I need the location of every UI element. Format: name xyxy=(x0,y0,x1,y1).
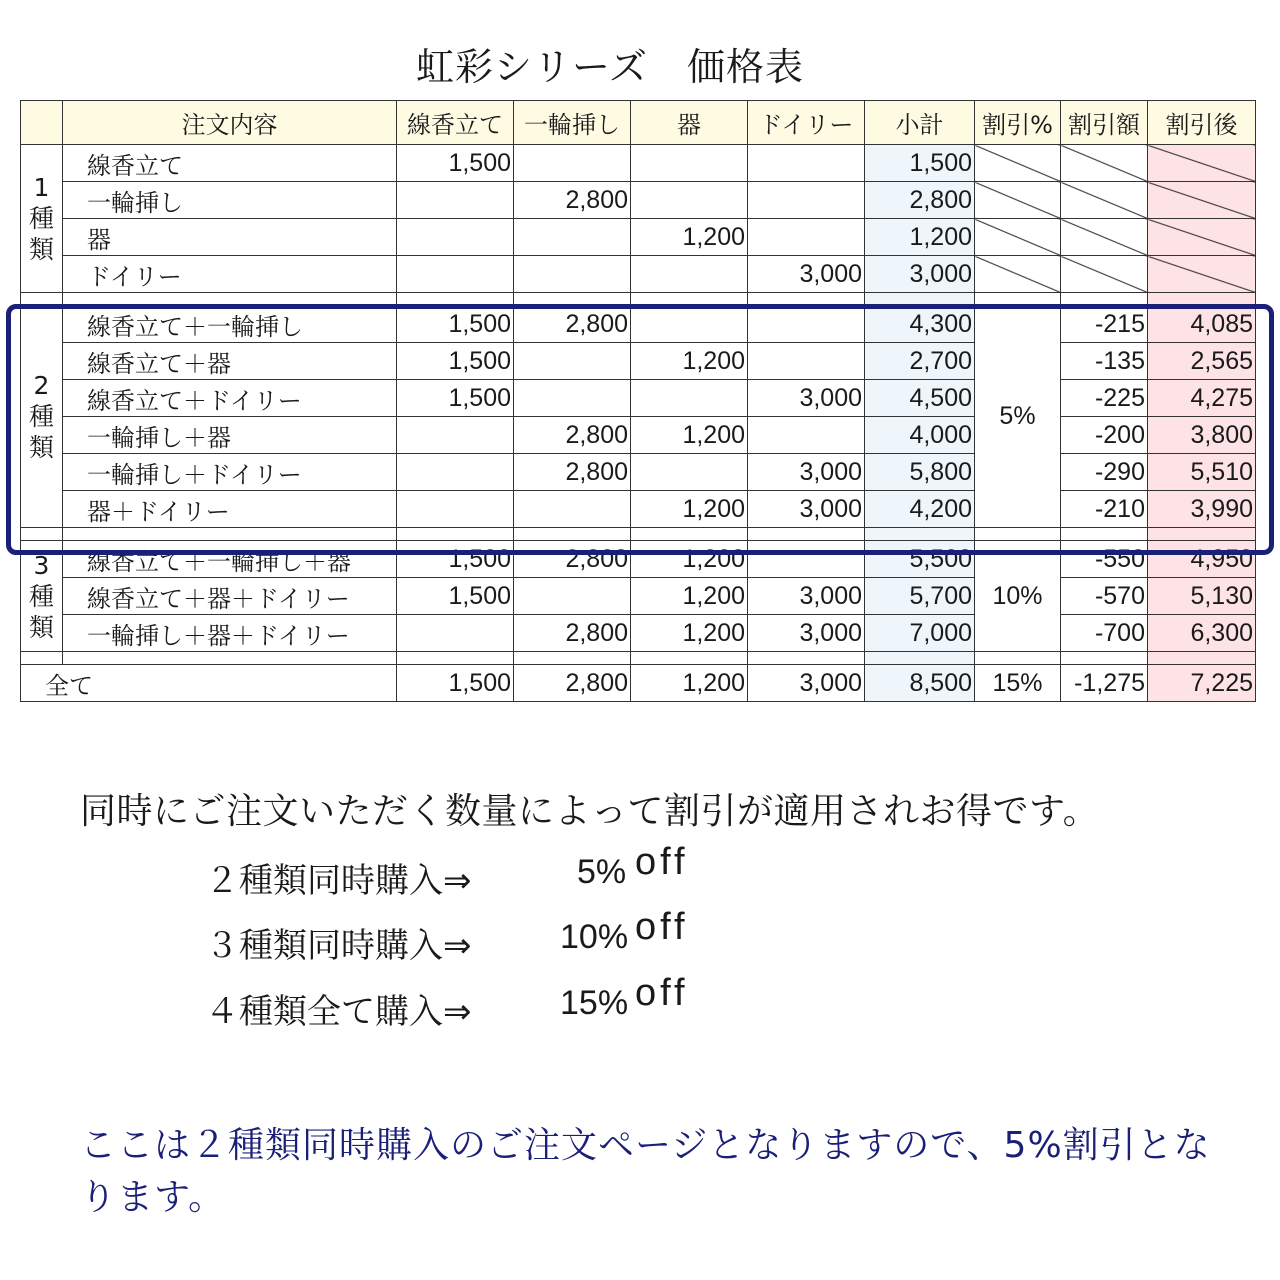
price-cell: 1,200 xyxy=(631,541,748,578)
discounted-price-cell: 4,950 xyxy=(1148,541,1256,578)
group-label-1 xyxy=(21,145,63,293)
subtotal-cell: 2,800 xyxy=(865,182,975,219)
header-row xyxy=(21,101,1256,145)
price-cell xyxy=(631,145,748,182)
group-label-2 xyxy=(21,306,63,528)
price-cell: 1,200 xyxy=(631,615,748,652)
discount-amount-cell: -290 xyxy=(1061,454,1148,491)
item-name: 一輪挿し xyxy=(63,182,397,219)
subtotal-cell: 5,500 xyxy=(865,541,975,578)
spacer-row xyxy=(21,528,1256,541)
price-cell xyxy=(631,182,748,219)
na-cell xyxy=(1061,256,1148,293)
header-discount-rate: 割引% xyxy=(975,101,1061,145)
price-cell xyxy=(748,417,865,454)
discount-rate-2: 5% xyxy=(975,306,1061,528)
item-name: ドイリー xyxy=(63,256,397,293)
tier-value: 10% xyxy=(560,918,629,956)
item-name: 一輪挿し＋器＋ドイリー xyxy=(63,615,397,652)
price-table xyxy=(20,100,1256,702)
table-row xyxy=(21,219,1256,256)
price-cell: 2,800 xyxy=(514,615,631,652)
table-row xyxy=(21,454,1256,491)
price-cell xyxy=(514,145,631,182)
header-vase: 一輪挿し xyxy=(514,101,631,145)
discount-amount-cell: -210 xyxy=(1061,491,1148,528)
discount-amount-cell: -135 xyxy=(1061,343,1148,380)
price-cell: 2,800 xyxy=(514,182,631,219)
discounted-price-cell: 2,565 xyxy=(1148,343,1256,380)
price-cell: 1,500 xyxy=(397,306,514,343)
price-cell xyxy=(631,306,748,343)
discount-amount-cell: -1,275 xyxy=(1061,665,1148,702)
subtotal-cell: 2,700 xyxy=(865,343,975,380)
price-cell: 2,800 xyxy=(514,454,631,491)
price-cell xyxy=(748,541,865,578)
discount-amount-cell: -570 xyxy=(1061,578,1148,615)
na-cell xyxy=(975,145,1061,182)
discount-description: 同時にご注文いただく数量によって割引が適用されお得です。 xyxy=(80,791,1100,832)
discount-amount-cell: -550 xyxy=(1061,541,1148,578)
price-cell: 1,200 xyxy=(631,343,748,380)
table-row xyxy=(21,380,1256,417)
table-row xyxy=(21,491,1256,528)
price-cell: 3,000 xyxy=(748,578,865,615)
discounted-price-cell: 5,510 xyxy=(1148,454,1256,491)
group-3-text: 3 種 類 xyxy=(28,550,54,642)
price-cell: 2,800 xyxy=(514,541,631,578)
discount-amount-cell: -225 xyxy=(1061,380,1148,417)
corner-cell xyxy=(21,101,63,145)
price-cell: 3,000 xyxy=(748,665,865,702)
discount-amount-cell: -200 xyxy=(1061,417,1148,454)
price-cell xyxy=(397,454,514,491)
table-row xyxy=(21,145,1256,182)
subtotal-cell: 1,500 xyxy=(865,145,975,182)
price-cell xyxy=(514,343,631,380)
table-row xyxy=(21,665,1256,702)
price-cell: 1,200 xyxy=(631,417,748,454)
table-row xyxy=(21,578,1256,615)
discount-amount-cell: -700 xyxy=(1061,615,1148,652)
item-name: 線香立て xyxy=(63,145,397,182)
subtotal-cell: 7,000 xyxy=(865,615,975,652)
na-cell xyxy=(975,182,1061,219)
price-cell: 1,500 xyxy=(397,343,514,380)
price-cell xyxy=(514,578,631,615)
item-name: 線香立て＋一輪挿し xyxy=(63,306,397,343)
price-cell xyxy=(397,182,514,219)
price-cell: 1,500 xyxy=(397,145,514,182)
price-cell xyxy=(397,219,514,256)
price-cell: 2,800 xyxy=(514,306,631,343)
subtotal-cell: 4,000 xyxy=(865,417,975,454)
group-label-3 xyxy=(21,541,63,652)
discounted-price-cell: 4,275 xyxy=(1148,380,1256,417)
table-row xyxy=(21,182,1256,219)
price-cell: 3,000 xyxy=(748,454,865,491)
na-cell xyxy=(1148,219,1256,256)
price-cell xyxy=(748,306,865,343)
price-cell: 3,000 xyxy=(748,491,865,528)
tier-value: 15% xyxy=(560,984,629,1022)
group-2-text: 2 種 類 xyxy=(28,371,54,462)
table-row xyxy=(21,615,1256,652)
price-cell xyxy=(397,491,514,528)
na-cell xyxy=(1148,256,1256,293)
na-cell xyxy=(1148,145,1256,182)
subtotal-cell: 4,500 xyxy=(865,380,975,417)
item-name: 線香立て＋ドイリー xyxy=(63,380,397,417)
tier-3-items xyxy=(205,906,689,967)
price-cell xyxy=(631,380,748,417)
tier-suffix: off xyxy=(635,841,689,883)
discounted-price-cell: 3,990 xyxy=(1148,491,1256,528)
item-name: 一輪挿し＋ドイリー xyxy=(63,454,397,491)
price-cell xyxy=(748,182,865,219)
price-cell xyxy=(748,145,865,182)
discount-rate-all: 15% xyxy=(975,665,1061,702)
group-1-text: 1 種 類 xyxy=(28,173,54,264)
discount-amount-cell: -215 xyxy=(1061,306,1148,343)
tier-label: ４種類全て購入⇒ xyxy=(205,992,472,1032)
price-cell: 1,500 xyxy=(397,578,514,615)
price-cell: 1,200 xyxy=(631,578,748,615)
price-cell xyxy=(397,615,514,652)
tier-label: ２種類同時購入⇒ xyxy=(205,861,472,901)
tier-suffix: off xyxy=(635,972,689,1014)
price-cell: 2,800 xyxy=(514,417,631,454)
price-cell xyxy=(514,491,631,528)
price-cell: 1,500 xyxy=(397,541,514,578)
price-cell xyxy=(748,343,865,380)
price-cell: 1,200 xyxy=(631,219,748,256)
discounted-price-cell: 4,085 xyxy=(1148,306,1256,343)
item-name: 器 xyxy=(63,219,397,256)
table-row xyxy=(21,417,1256,454)
na-cell xyxy=(1061,219,1148,256)
header-discounted-price: 割引後 xyxy=(1148,101,1256,145)
price-cell: 1,200 xyxy=(631,491,748,528)
item-name: 線香立て＋器 xyxy=(63,343,397,380)
header-order: 注文内容 xyxy=(63,101,397,145)
discounted-price-cell: 6,300 xyxy=(1148,615,1256,652)
spacer-row xyxy=(21,293,1256,306)
page-note: ここは２種類同時購入のご注文ページとなりますので、5%割引となります。 xyxy=(80,1125,1211,1218)
tier-all-items xyxy=(205,972,689,1033)
price-cell xyxy=(631,454,748,491)
subtotal-cell: 5,700 xyxy=(865,578,975,615)
price-cell: 3,000 xyxy=(748,256,865,293)
discount-rate-3: 10% xyxy=(975,541,1061,652)
discounted-price-cell: 5,130 xyxy=(1148,578,1256,615)
price-cell xyxy=(514,219,631,256)
table-row xyxy=(21,256,1256,293)
price-cell: 3,000 xyxy=(748,615,865,652)
subtotal-cell: 5,800 xyxy=(865,454,975,491)
table-row xyxy=(21,343,1256,380)
na-cell xyxy=(1061,145,1148,182)
tier-2-items xyxy=(205,841,689,902)
discounted-price-cell: 3,800 xyxy=(1148,417,1256,454)
price-cell xyxy=(397,256,514,293)
price-cell: 1,500 xyxy=(397,665,514,702)
tier-suffix: off xyxy=(635,906,689,948)
table-row xyxy=(21,306,1256,343)
price-cell xyxy=(514,256,631,293)
price-cell: 1,200 xyxy=(631,665,748,702)
table-row xyxy=(21,541,1256,578)
header-discount-amount: 割引額 xyxy=(1061,101,1148,145)
item-name-all: 全て xyxy=(21,665,397,702)
price-cell xyxy=(748,219,865,256)
tier-label: ３種類同時購入⇒ xyxy=(205,926,472,966)
header-incense-stand: 線香立て xyxy=(397,101,514,145)
na-cell xyxy=(1061,182,1148,219)
na-cell xyxy=(975,219,1061,256)
subtotal-cell: 4,200 xyxy=(865,491,975,528)
discounted-price-cell: 7,225 xyxy=(1148,665,1256,702)
header-subtotal: 小計 xyxy=(865,101,975,145)
price-cell xyxy=(514,380,631,417)
subtotal-cell: 3,000 xyxy=(865,256,975,293)
page-title: 虹彩シリーズ 価格表 xyxy=(415,45,805,89)
subtotal-cell: 4,300 xyxy=(865,306,975,343)
item-name: 器＋ドイリー xyxy=(63,491,397,528)
tier-value: 5% xyxy=(577,853,627,891)
price-cell: 1,500 xyxy=(397,380,514,417)
spacer-row xyxy=(21,652,1256,665)
header-doily: ドイリー xyxy=(748,101,865,145)
price-cell: 2,800 xyxy=(514,665,631,702)
header-vessel: 器 xyxy=(631,101,748,145)
item-name: 線香立て＋一輪挿し＋器 xyxy=(63,541,397,578)
price-cell: 3,000 xyxy=(748,380,865,417)
subtotal-cell: 1,200 xyxy=(865,219,975,256)
na-cell xyxy=(975,256,1061,293)
price-cell xyxy=(631,256,748,293)
subtotal-cell: 8,500 xyxy=(865,665,975,702)
na-cell xyxy=(1148,182,1256,219)
item-name: 一輪挿し＋器 xyxy=(63,417,397,454)
item-name: 線香立て＋器＋ドイリー xyxy=(63,578,397,615)
price-cell xyxy=(397,417,514,454)
